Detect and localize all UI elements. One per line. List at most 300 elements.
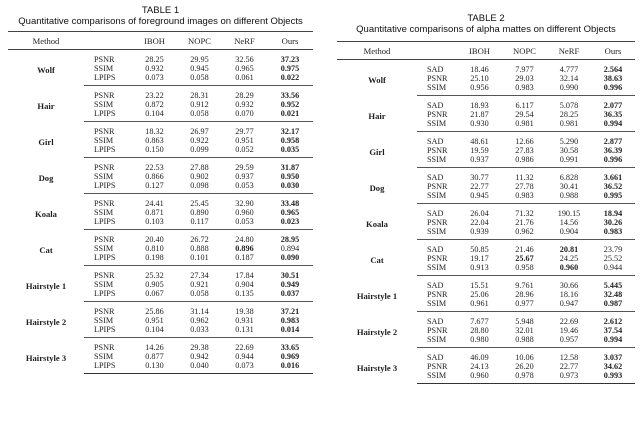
table-row [337, 312, 635, 327]
metric-value: 18.46 [470, 65, 489, 74]
metric-value: 29.77 [235, 127, 254, 136]
metric-value: 0.896 [235, 244, 254, 253]
metric-value: 10.06 [515, 353, 534, 362]
object-name: Hairstyle 1 [356, 290, 398, 301]
metric-value: 0.131 [222, 325, 267, 338]
metric-value: 5.445 [603, 281, 623, 290]
metric-value: 48.61 [470, 137, 489, 146]
metric-value: 3.037 [603, 353, 623, 362]
object-group [337, 168, 635, 204]
metric-value: 0.871 [145, 208, 164, 217]
object-group [8, 302, 313, 338]
metric-value: 29.54 [515, 110, 534, 119]
metric-value: 9.761 [515, 281, 534, 290]
header-nopc: NOPC [177, 32, 222, 50]
metric-value: 22.69 [235, 343, 254, 352]
metric-value: 33.48 [280, 199, 300, 208]
table-row [337, 204, 635, 219]
metric-name: LPIPS [84, 73, 132, 86]
metric-value: 0.973 [547, 371, 591, 384]
metric-value: 0.988 [502, 335, 547, 348]
metric-value: 0.053 [222, 181, 267, 194]
metric-value: 21.87 [470, 110, 489, 119]
metric-value: 0.040 [177, 361, 222, 374]
metric-value: 27.34 [190, 271, 209, 280]
metric-value: 0.995 [591, 191, 635, 204]
table-1-header-row [8, 32, 313, 50]
metric-name: PSNR [94, 163, 115, 172]
metric-value: 26.04 [470, 209, 489, 218]
metric-value: 0.981 [502, 119, 547, 132]
metric-name: SSIM [417, 155, 457, 168]
metric-value: 0.960 [457, 371, 502, 384]
metric-value: 0.930 [457, 119, 502, 132]
metric-value: 32.17 [280, 127, 300, 136]
metric-value: 25.06 [470, 290, 489, 299]
metric-value: 6.117 [515, 101, 534, 110]
metric-value: 36.52 [603, 182, 623, 191]
metric-value: 0.921 [190, 280, 209, 289]
metric-name: SSIM [94, 100, 114, 109]
header-nopc: NOPC [502, 42, 547, 60]
metric-name: PSNR [427, 74, 448, 83]
metric-value: 71.32 [515, 209, 534, 218]
metric-value: 30.66 [559, 281, 579, 290]
metric-name: SSIM [94, 136, 114, 145]
metric-value: 24.13 [470, 362, 489, 371]
metric-value: 18.16 [559, 290, 579, 299]
object-group [8, 194, 313, 230]
metric-value: 50.85 [470, 245, 489, 254]
table-row [337, 168, 635, 183]
metric-value: 0.117 [177, 217, 222, 230]
metric-name: LPIPS [84, 253, 132, 266]
metric-name: LPIPS [84, 289, 132, 302]
metric-value: 0.053 [222, 217, 267, 230]
metric-value: 0.981 [547, 119, 591, 132]
table-row [337, 60, 635, 75]
metric-value: 0.983 [280, 316, 300, 325]
metric-value: 2.564 [603, 65, 623, 74]
metric-value: 0.070 [222, 109, 267, 122]
metric-value: 0.890 [190, 208, 209, 217]
metric-value: 0.945 [457, 191, 502, 204]
metric-value: 28.80 [470, 326, 489, 335]
metric-value: 26.20 [515, 362, 534, 371]
metric-value: 38.63 [603, 74, 623, 83]
metric-name: PSNR [94, 235, 115, 244]
metric-value: 0.957 [547, 335, 591, 348]
metric-value: 29.95 [190, 55, 209, 64]
metric-value: 30.26 [603, 218, 623, 227]
metric-name: SSIM [94, 316, 114, 325]
object-name: Girl [38, 136, 54, 147]
metric-value: 0.996 [591, 83, 635, 96]
metric-value: 26.97 [190, 127, 209, 136]
metric-value: 0.962 [502, 227, 547, 240]
metric-value: 31.14 [190, 307, 209, 316]
metric-name: SAD [427, 317, 444, 326]
object-group [337, 132, 635, 168]
metric-name: PSNR [94, 343, 115, 352]
metric-value: 0.073 [222, 361, 267, 374]
metric-value: 0.103 [132, 217, 177, 230]
metric-value: 21.76 [515, 218, 534, 227]
metric-value: 0.960 [235, 208, 254, 217]
metric-value: 0.965 [235, 64, 254, 73]
metric-value: 32.90 [235, 199, 254, 208]
metric-value: 0.980 [457, 335, 502, 348]
metric-value: 28.95 [280, 235, 300, 244]
metric-value: 0.949 [280, 280, 300, 289]
header-nerf: NeRF [222, 32, 267, 50]
metric-name: SAD [427, 353, 444, 362]
header-ours: Ours [267, 32, 313, 50]
metric-value: 0.872 [145, 100, 164, 109]
metric-value: 0.965 [280, 208, 300, 217]
header-metric [417, 42, 457, 60]
metric-value: 0.987 [591, 299, 635, 312]
metric-value: 32.14 [559, 74, 579, 83]
metric-name: SAD [427, 245, 444, 254]
metric-value: 0.952 [280, 100, 300, 109]
header-ours: Ours [591, 42, 635, 60]
object-name: Cat [370, 254, 384, 265]
metric-value: 30.58 [559, 146, 579, 155]
metric-value: 0.983 [591, 227, 635, 240]
metric-value: 32.56 [235, 55, 254, 64]
metric-name: SSIM [94, 244, 114, 253]
object-name: Hairstyle 2 [25, 316, 67, 327]
metric-value: 0.090 [267, 253, 313, 266]
metric-value: 0.993 [591, 371, 635, 384]
metric-name: PSNR [94, 199, 115, 208]
metric-value: 18.32 [145, 127, 164, 136]
metric-value: 19.38 [235, 307, 254, 316]
object-name: Dog [369, 182, 385, 193]
metric-name: SAD [427, 137, 444, 146]
object-name: Hair [368, 110, 386, 121]
metric-name: SAD [427, 65, 444, 74]
metric-value: 0.975 [280, 64, 300, 73]
header-metric [84, 32, 132, 50]
metric-value: 0.937 [457, 155, 502, 168]
table-2-caption [337, 0, 635, 35]
metric-value: 2.077 [603, 101, 623, 110]
metric-value: 19.17 [470, 254, 489, 263]
metric-value: 0.067 [132, 289, 177, 302]
object-group [337, 240, 635, 276]
metric-value: 14.26 [145, 343, 164, 352]
metric-value: 0.902 [190, 172, 209, 181]
metric-value: 0.104 [132, 109, 177, 122]
metric-value: 0.104 [132, 325, 177, 338]
metric-value: 0.101 [177, 253, 222, 266]
object-group [8, 158, 313, 194]
metric-value: 24.80 [235, 235, 254, 244]
metric-name: SAD [427, 173, 444, 182]
metric-value: 0.944 [235, 352, 254, 361]
metric-value: 0.073 [132, 73, 177, 86]
metric-value: 0.931 [235, 316, 254, 325]
table-row [8, 122, 313, 137]
metric-value: 27.88 [190, 163, 209, 172]
metric-value: 0.099 [177, 145, 222, 158]
metric-name: PSNR [94, 127, 115, 136]
table-row [8, 158, 313, 173]
object-group [337, 276, 635, 312]
metric-name: PSNR [427, 290, 448, 299]
metric-name: LPIPS [84, 145, 132, 158]
metric-value: 0.061 [222, 73, 267, 86]
table-2-header-row [337, 42, 635, 60]
metric-value: 6.828 [559, 173, 579, 182]
metric-value: 22.77 [470, 182, 489, 191]
metric-name: SSIM [417, 335, 457, 348]
metric-value: 0.016 [267, 361, 313, 374]
metric-value: 0.988 [547, 191, 591, 204]
table-2-title: TABLE 2 [467, 13, 505, 24]
metric-value: 22.69 [559, 317, 579, 326]
metric-value: 0.866 [145, 172, 164, 181]
metric-value: 36.39 [603, 146, 623, 155]
header-method: Method [8, 32, 84, 50]
metric-value: 37.21 [280, 307, 300, 316]
metric-name: PSNR [94, 55, 115, 64]
metric-value: 0.956 [457, 83, 502, 96]
metric-value: 24.41 [145, 199, 164, 208]
metric-value: 25.32 [145, 271, 164, 280]
metric-value: 0.014 [267, 325, 313, 338]
table-2-subtitle: Quantitative comparisons of alpha mattes on different Objects [356, 24, 616, 35]
metric-value: 27.83 [515, 146, 534, 155]
metric-value: 0.058 [177, 73, 222, 86]
metric-name: SSIM [417, 119, 457, 132]
metric-value: 25.67 [515, 254, 534, 263]
metric-value: 0.912 [190, 100, 209, 109]
table-1-caption [8, 0, 313, 27]
metric-value: 12.58 [559, 353, 579, 362]
metric-value: 3.661 [603, 173, 623, 182]
object-group [337, 60, 635, 96]
metric-value: 24.25 [559, 254, 579, 263]
metric-name: PSNR [94, 271, 115, 280]
metric-value: 0.990 [547, 83, 591, 96]
metric-value: 0.991 [547, 155, 591, 168]
metric-value: 0.037 [267, 289, 313, 302]
metric-value: 0.030 [267, 181, 313, 194]
object-group [337, 312, 635, 348]
metric-name: SAD [427, 209, 444, 218]
metric-value: 23.22 [145, 91, 164, 100]
metric-name: SSIM [94, 352, 114, 361]
metric-value: 0.905 [145, 280, 164, 289]
metric-value: 19.59 [470, 146, 489, 155]
object-name: Hairstyle 2 [356, 326, 398, 337]
table-1-container [8, 0, 313, 374]
metric-name: SSIM [417, 263, 457, 276]
metric-name: SSIM [94, 280, 114, 289]
metric-value: 14.56 [559, 218, 579, 227]
metric-name: PSNR [427, 362, 448, 371]
metric-value: 25.52 [603, 254, 623, 263]
table-2 [337, 41, 635, 384]
metric-value: 22.77 [559, 362, 579, 371]
header-iboh: IBOH [457, 42, 502, 60]
metric-value: 0.960 [547, 263, 591, 276]
metric-value: 0.863 [145, 136, 164, 145]
object-group [8, 338, 313, 374]
metric-value: 29.59 [235, 163, 254, 172]
metric-value: 0.994 [591, 335, 635, 348]
metric-value: 0.944 [591, 263, 635, 276]
metric-value: 0.130 [132, 361, 177, 374]
metric-value: 27.78 [515, 182, 534, 191]
metric-value: 5.948 [515, 317, 534, 326]
metric-value: 0.969 [280, 352, 300, 361]
metric-value: 28.31 [190, 91, 209, 100]
metric-value: 0.978 [502, 371, 547, 384]
object-name: Koala [35, 208, 57, 219]
metric-name: SSIM [94, 208, 114, 217]
metric-value: 4.777 [559, 65, 579, 74]
metric-value: 21.46 [515, 245, 534, 254]
metric-name: PSNR [427, 146, 448, 155]
metric-value: 0.947 [547, 299, 591, 312]
metric-value: 2.877 [603, 137, 623, 146]
table-1-subtitle: Quantitative comparisons of foreground images on different Objects [18, 16, 303, 27]
object-name: Hairstyle 3 [356, 362, 398, 373]
object-group [337, 96, 635, 132]
metric-value: 0.932 [235, 100, 254, 109]
object-name: Cat [39, 244, 53, 255]
object-group [8, 50, 313, 86]
metric-name: PSNR [427, 254, 448, 263]
metric-value: 28.96 [515, 290, 534, 299]
metric-value: 0.023 [267, 217, 313, 230]
metric-value: 36.35 [603, 110, 623, 119]
object-name: Wolf [368, 74, 386, 85]
metric-value: 28.29 [235, 91, 254, 100]
metric-value: 0.150 [132, 145, 177, 158]
metric-value: 29.03 [515, 74, 534, 83]
metric-value: 12.66 [515, 137, 534, 146]
metric-value: 0.951 [145, 316, 164, 325]
metric-name: PSNR [94, 307, 115, 316]
metric-value: 34.62 [603, 362, 623, 371]
object-group [337, 204, 635, 240]
metric-value: 0.904 [547, 227, 591, 240]
metric-value: 30.51 [280, 271, 300, 280]
metric-value: 33.56 [280, 91, 300, 100]
header-iboh: IBOH [132, 32, 177, 50]
object-group [8, 266, 313, 302]
metric-value: 30.77 [470, 173, 489, 182]
metric-value: 18.93 [470, 101, 489, 110]
metric-name: PSNR [427, 110, 448, 119]
metric-value: 0.022 [267, 73, 313, 86]
metric-name: LPIPS [84, 181, 132, 194]
metric-value: 0.035 [267, 145, 313, 158]
metric-value: 5.290 [559, 137, 579, 146]
table-row [337, 276, 635, 291]
metric-name: SSIM [417, 299, 457, 312]
metric-value: 31.87 [280, 163, 300, 172]
header-nerf: NeRF [547, 42, 591, 60]
metric-value: 0.977 [502, 299, 547, 312]
metric-value: 0.996 [591, 155, 635, 168]
object-name: Koala [366, 218, 388, 229]
metric-value: 0.058 [177, 109, 222, 122]
object-name: Girl [369, 146, 385, 157]
metric-value: 18.94 [603, 209, 623, 218]
metric-value: 32.48 [603, 290, 623, 299]
metric-name: PSNR [94, 91, 115, 100]
metric-value: 0.198 [132, 253, 177, 266]
metric-name: SSIM [94, 172, 114, 181]
metric-name: SAD [427, 281, 444, 290]
metric-value: 0.958 [280, 136, 300, 145]
metric-value: 0.983 [502, 83, 547, 96]
table-row [8, 302, 313, 317]
metric-value: 37.54 [603, 326, 623, 335]
metric-value: 0.021 [267, 109, 313, 122]
metric-name: SSIM [417, 83, 457, 96]
metric-name: LPIPS [84, 325, 132, 338]
metric-value: 29.38 [190, 343, 209, 352]
table-2-container [337, 0, 635, 384]
metric-value: 190.15 [557, 209, 581, 218]
metric-name: PSNR [427, 218, 448, 227]
metric-value: 33.65 [280, 343, 300, 352]
metric-value: 0.951 [235, 136, 254, 145]
object-name: Wolf [37, 64, 55, 75]
metric-value: 26.72 [190, 235, 209, 244]
object-group [337, 348, 635, 384]
metric-value: 28.25 [559, 110, 579, 119]
metric-value: 0.945 [190, 64, 209, 73]
metric-value: 0.888 [190, 244, 209, 253]
object-name: Hairstyle 3 [25, 352, 67, 363]
metric-name: SSIM [94, 64, 114, 73]
metric-value: 0.033 [177, 325, 222, 338]
metric-value: 23.79 [603, 245, 623, 254]
metric-value: 7.677 [470, 317, 489, 326]
metric-value: 0.958 [502, 263, 547, 276]
metric-value: 0.127 [132, 181, 177, 194]
metric-value: 0.962 [190, 316, 209, 325]
metric-value: 28.25 [145, 55, 164, 64]
metric-value: 0.983 [502, 191, 547, 204]
metric-value: 25.10 [470, 74, 489, 83]
metric-value: 19.46 [559, 326, 579, 335]
metric-value: 0.932 [145, 64, 164, 73]
metric-name: LPIPS [84, 109, 132, 122]
metric-value: 0.058 [177, 289, 222, 302]
table-row [8, 194, 313, 209]
table-row [337, 348, 635, 363]
metric-value: 32.01 [515, 326, 534, 335]
metric-value: 30.41 [559, 182, 579, 191]
metric-value: 0.894 [280, 244, 300, 253]
metric-value: 22.53 [145, 163, 164, 172]
metric-value: 11.32 [515, 173, 534, 182]
object-name: Hairstyle 1 [25, 280, 67, 291]
metric-name: PSNR [427, 326, 448, 335]
metric-value: 0.994 [591, 119, 635, 132]
table-row [337, 240, 635, 255]
metric-value: 0.187 [222, 253, 267, 266]
